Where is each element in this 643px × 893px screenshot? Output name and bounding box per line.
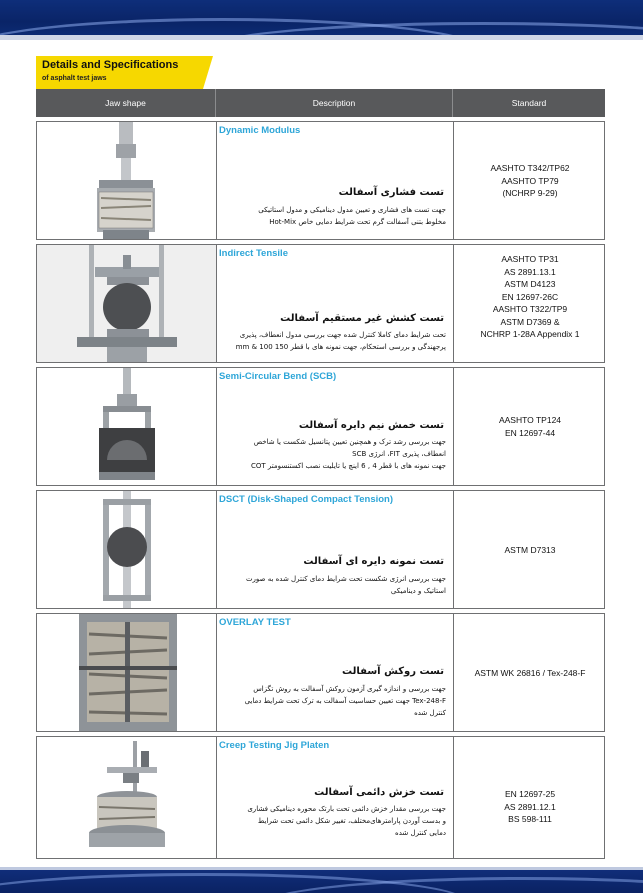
standard-item: ASTM D7369 & bbox=[500, 316, 560, 327]
row-persian-description bbox=[220, 803, 446, 839]
row-title: Indirect Tensile bbox=[219, 248, 288, 259]
row-persian-title: تست فشاری آسفالت bbox=[338, 187, 444, 198]
standard-item: AASHTO T322/TP9 bbox=[492, 304, 568, 314]
table-row bbox=[36, 490, 605, 609]
description-line: جهت بررسی انرژی شکست تحت شرایط دمای کنترل شده به صورت bbox=[245, 575, 446, 583]
row-persian-title: تست روکش آسفالت bbox=[342, 666, 444, 677]
description-line: کنترل شده bbox=[414, 709, 446, 717]
column-divider bbox=[216, 614, 217, 731]
row-persian-description bbox=[220, 573, 446, 597]
standard-item: AASHTO TP31 bbox=[501, 254, 559, 264]
standard-item: (NCHRP 9-29) bbox=[502, 188, 558, 198]
row-standards bbox=[454, 414, 606, 439]
row-standards bbox=[454, 788, 606, 826]
row-persian-description bbox=[220, 204, 446, 228]
column-header-description: Description bbox=[312, 98, 356, 108]
row-persian-description bbox=[220, 436, 446, 472]
column-header-standard: Standard bbox=[511, 98, 547, 108]
description-line: دمایی کنترل شده bbox=[395, 829, 446, 837]
column-divider bbox=[216, 491, 217, 608]
description-line: جهت بررسی مقدار خزش دائمی تحت بارتک محوره دینامیکی فشاری bbox=[247, 805, 446, 813]
section-title: Details and Specifications bbox=[42, 59, 179, 71]
bottom-banner bbox=[0, 867, 643, 893]
section-subtitle: of asphalt test jaws bbox=[42, 75, 107, 82]
standard-item: AASHTO TP124 bbox=[498, 415, 562, 425]
standard-item: AASHTO T342/TP62 bbox=[490, 163, 570, 173]
row-standards bbox=[454, 253, 606, 341]
table-row bbox=[36, 121, 605, 240]
row-persian-title: تست خمش نیم دایره آسفالت bbox=[298, 420, 444, 431]
row-title: DSCT (Disk-Shaped Compact Tension) bbox=[219, 494, 394, 505]
description-line: استاتیک و دینامیکی bbox=[390, 587, 446, 595]
row-persian-title: تست کشش غیر مستقیم آسفالت bbox=[280, 313, 444, 324]
description-line: Tex-248-F جهت تعیین حساسیت آسفالت به ترک تحت شرایط دمایی bbox=[244, 697, 446, 705]
standard-item: ASTM D7313 bbox=[504, 545, 556, 555]
row-standards bbox=[454, 544, 606, 557]
section-tag-tail bbox=[203, 56, 213, 89]
standard-item: EN 12697-25 bbox=[504, 789, 556, 799]
jaw-image-scb bbox=[37, 368, 216, 485]
table-header bbox=[36, 89, 605, 117]
row-persian-title: تست نمونه دایره ای آسفالت bbox=[303, 556, 444, 567]
description-line: جهت بررسی و اندازه گیری آزمون روکش آسفالت به روش تگزاس bbox=[253, 685, 446, 693]
standard-item: EN 12697-26C bbox=[501, 291, 559, 302]
row-title: Dynamic Modulus bbox=[219, 125, 301, 136]
table-row bbox=[36, 367, 605, 486]
standard-item: ASTM WK 26816 / Tex-248-F bbox=[474, 668, 586, 678]
table-row bbox=[36, 244, 605, 363]
standard-item: BS 598-111 bbox=[508, 814, 552, 824]
column-header-jaw-shape: Jaw shape bbox=[105, 98, 146, 108]
row-title: Creep Testing Jig Platen bbox=[219, 740, 330, 751]
description-line: و بدست آوردن پارامترهای‌مختلف، تغییر شکل دائمی تحت شرایط bbox=[257, 817, 446, 825]
column-divider bbox=[216, 368, 217, 485]
column-divider bbox=[216, 122, 217, 239]
table-row bbox=[36, 736, 605, 859]
column-divider bbox=[216, 737, 217, 858]
row-persian-description bbox=[220, 683, 446, 719]
row-title: Semi-Circular Bend (SCB) bbox=[219, 371, 337, 382]
standard-item: AS 2891.12.1 bbox=[504, 801, 556, 812]
description-line: مخلوط بتنی آسفالت گرم تحت شرایط دمایی خاص Hot-Mix bbox=[269, 218, 446, 226]
column-divider bbox=[216, 245, 217, 362]
description-line: انعطاف، پذیری FIT، انرژی SCB bbox=[352, 450, 446, 458]
jaw-image-indirect-tensile bbox=[37, 245, 216, 362]
row-persian-title: تست خزش دائمی آسفالت bbox=[314, 787, 444, 798]
row-standards bbox=[454, 667, 606, 680]
jaw-image-dynamic-modulus bbox=[37, 122, 216, 239]
description-line: جهت تست های فشاری و تعیین مدول دینامیکی و مدول استاتیکی bbox=[258, 206, 446, 214]
description-line: تحت شرایط دمای کاملا کنترل شده جهت بررسی مدول انعطاف، پذیری bbox=[239, 331, 446, 339]
standard-item: EN 12697-44 bbox=[504, 427, 556, 438]
description-line: جهت بررسی رشد ترک و همچنین تعیین پتانسیل شکست یا شاخص bbox=[253, 438, 446, 446]
row-standards bbox=[454, 162, 606, 200]
row-title: OVERLAY TEST bbox=[219, 617, 291, 628]
section-tag bbox=[36, 56, 203, 89]
standard-item: AASHTO TP79 bbox=[501, 175, 559, 186]
jaw-image-creep-testing bbox=[37, 737, 216, 858]
top-banner bbox=[0, 0, 643, 40]
description-line: جهت نمونه های با قطر 4 , 6 اینچ یا تایلیت نصب اکستنسومتر COT bbox=[250, 462, 446, 470]
standard-item: AS 2891.13.1 bbox=[504, 266, 556, 277]
standard-item: NCHRP 1-28A Appendix 1 bbox=[480, 329, 580, 339]
description-line: پرجهندگی و بررسی استحکام، جهت نمونه های با قطر 150 mm & 100 bbox=[235, 343, 446, 351]
table-row bbox=[36, 613, 605, 732]
jaw-image-overlay-test bbox=[37, 614, 216, 731]
standard-item: ASTM D4123 bbox=[504, 279, 556, 289]
row-persian-description bbox=[220, 329, 446, 353]
jaw-image-dsct bbox=[37, 491, 216, 608]
